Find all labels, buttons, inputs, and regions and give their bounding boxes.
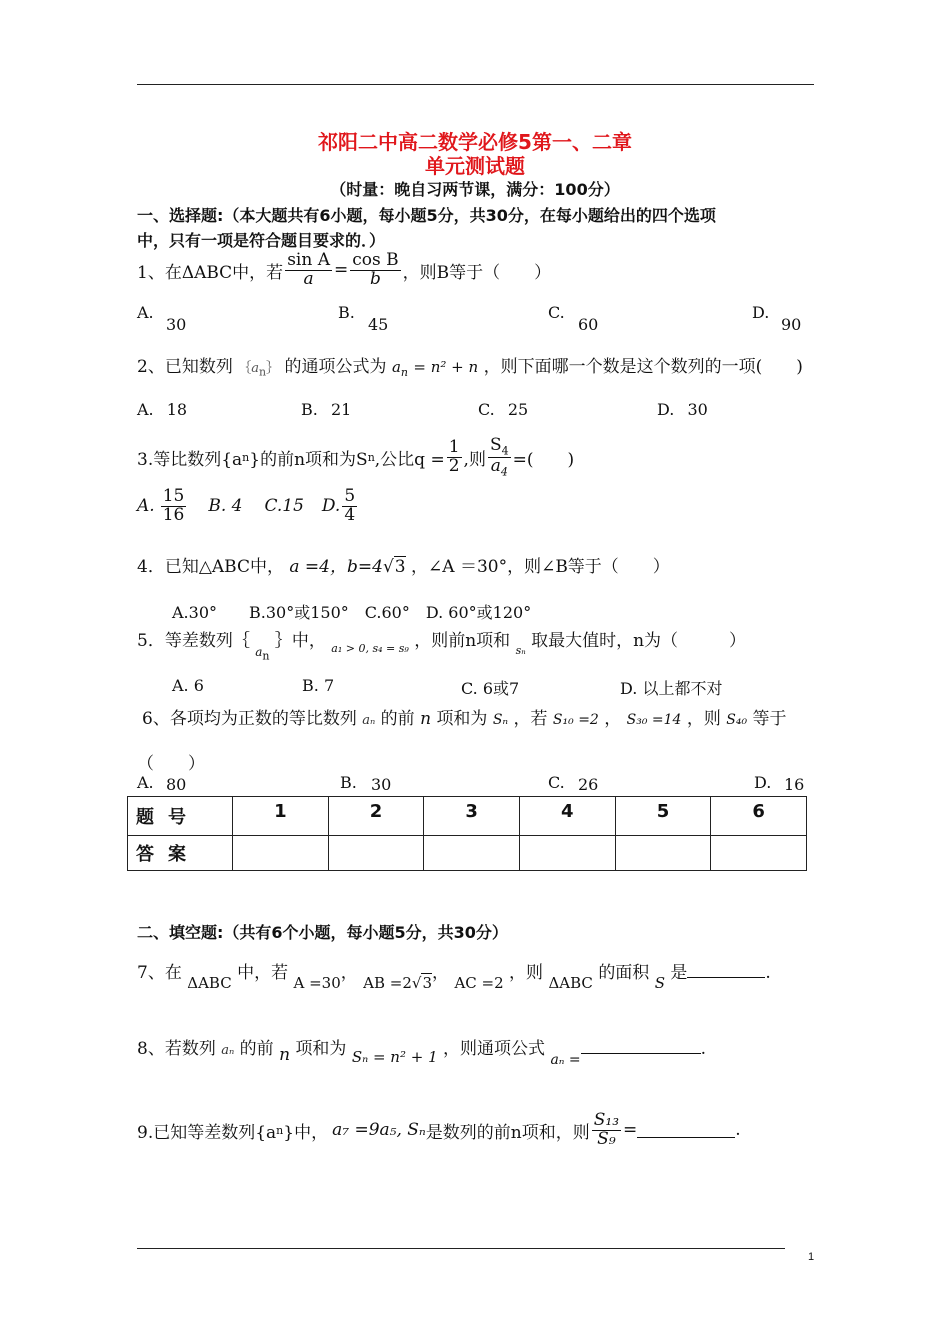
question-5 — [137, 626, 747, 663]
q1-den1: a — [303, 268, 314, 289]
q2-sequence: $\{a_n\}$ — [238, 361, 280, 379]
q6-sn: Sₙ — [492, 712, 509, 728]
q9-sub: n — [276, 1123, 284, 1137]
exam-info: （时量：晚自习两节课，满分：100分） — [330, 180, 620, 199]
q6-s30: S₃₀ =14 — [626, 712, 682, 728]
q9-end: . — [735, 1120, 741, 1141]
question-number-header: 题号 — [128, 797, 233, 836]
q4-text-b: a =4，b=4 — [289, 557, 383, 577]
answer-col-5: 5 — [615, 797, 711, 836]
q2-opt-d-value: 30 — [687, 400, 708, 419]
q3-opt-c: C.15 — [264, 496, 304, 517]
q4-options: A.30° B.30°或150° C.60° D. 60°或120° — [172, 603, 532, 622]
answer-cell-6[interactable] — [711, 836, 807, 871]
q9-cond: a₇ =9a₅, Sₙ — [332, 1120, 426, 1141]
q2-option-d — [657, 400, 708, 419]
q2-opt-b-label: B. — [301, 400, 318, 419]
q3-a: a — [490, 455, 501, 476]
q2-an: $a_n$ — [391, 358, 408, 379]
q7-cond1: A =30 — [293, 974, 341, 992]
answer-header: 答案 — [128, 836, 233, 871]
q2-prefix: 2、已知数列 — [137, 357, 233, 377]
question-1 — [137, 252, 551, 289]
q9-fraction — [592, 1112, 621, 1149]
q3-mid3: ,则 — [463, 449, 486, 470]
q3-opt-d-label: D. — [321, 496, 341, 517]
question-8 — [137, 1034, 707, 1068]
q6-text-d: ，若 — [513, 709, 548, 729]
q2-option-c — [478, 400, 528, 419]
q2-mid: 的通项公式为 — [284, 357, 387, 377]
question-6 — [142, 704, 787, 729]
q1-option-c-value: 60 — [578, 315, 599, 334]
q3-options — [137, 488, 359, 525]
q1-suffix: ，则B等于（ ） — [402, 262, 552, 283]
q7-sep2: ， — [432, 963, 450, 983]
q5-option-c — [461, 676, 519, 699]
question-9 — [137, 1112, 741, 1149]
q2-option-a — [137, 400, 187, 419]
q5-sn: sₙ — [515, 644, 526, 657]
q9-text-b: }中， — [283, 1122, 329, 1143]
q2-opt-a-value: 18 — [166, 400, 188, 419]
q3-ratio-num — [488, 437, 511, 458]
q3-s-sub: 4 — [501, 444, 509, 458]
q6-text-a: 6、各项均为正数的等比数列 — [142, 709, 357, 729]
q1-fraction-cos — [350, 252, 400, 289]
q5-option-d — [620, 676, 722, 699]
q2-option-b — [301, 400, 351, 419]
q5-opt-b-value: 7 — [323, 676, 335, 695]
q3-opt-d-num: 5 — [344, 486, 356, 506]
answer-col-4: 4 — [519, 797, 615, 836]
q8-answer-blank[interactable] — [581, 1053, 701, 1054]
q3-ratio-fraction — [488, 437, 511, 478]
q3-sub-n: n — [242, 450, 250, 464]
q1-option-a-label: A. — [137, 303, 154, 322]
q6-seq: aₙ — [362, 713, 376, 728]
q2-formula: = n² + n — [413, 358, 479, 376]
q2-seq-sub: n — [259, 365, 267, 379]
q8-an: aₙ = — [550, 1052, 581, 1068]
q3-q-num: 1 — [448, 437, 460, 458]
q7-end: . — [765, 963, 771, 983]
q7-text-a: 7、在 — [137, 963, 182, 983]
q2-opt-c-label: C. — [478, 400, 495, 419]
q6-text-f: ，则 — [686, 709, 721, 729]
q7-text-d: 的面积 — [598, 963, 650, 983]
answer-col-6: 6 — [711, 797, 807, 836]
q5-opt-d-value: 以上都不对 — [642, 679, 723, 698]
q3-opt-a-den: 16 — [162, 504, 185, 525]
answer-col-2: 2 — [328, 797, 424, 836]
q7-text-b: 中，若 — [237, 963, 289, 983]
q3-prefix: 3.等比数列{a — [137, 449, 243, 470]
q9-eq: = — [623, 1120, 638, 1141]
q6-option-b-value: 30 — [371, 775, 392, 794]
q5-opt-a-label: A. — [172, 676, 189, 695]
q1-num1: sin A — [287, 250, 330, 270]
question-3 — [137, 437, 574, 478]
q7-text-c: ，则 — [509, 963, 544, 983]
q7-sqrt: 3 — [422, 974, 433, 992]
q9-text-a: 9.已知等差数列{a — [137, 1122, 277, 1143]
q5-text-b: ｝中， — [274, 631, 326, 651]
q1-eq: = — [333, 260, 349, 281]
q7-sep1: ， — [340, 963, 358, 983]
answer-table — [127, 796, 807, 871]
q5-option-b — [302, 676, 334, 695]
q7-cond2-a: AB =2 — [363, 974, 412, 992]
section1-heading: 一、选择题:（本大题共有6小题，每小题5分，共30分，在每小题给出的四个选项 — [137, 206, 716, 225]
q4-sqrt: √3 — [382, 557, 406, 577]
q4-text-c: ，∠A ＝30°，则∠B等于（ ） — [411, 557, 670, 577]
answer-table-answer-row — [128, 836, 807, 871]
section2-heading: 二、填空题:（共有6个小题，每小题5分，共30分） — [137, 923, 508, 942]
page-subtitle: 单元测试题 — [425, 154, 525, 178]
q2-opt-a-label: A. — [137, 400, 154, 419]
q1-option-b-value: 45 — [368, 315, 389, 334]
q6-option-a-value: 80 — [166, 775, 187, 794]
q4-text-a: 4．已知△ABC中， — [137, 557, 284, 577]
q9-answer-blank[interactable] — [637, 1137, 735, 1138]
q7-cond3: AC =2 — [454, 974, 504, 992]
q5-opt-d-label: D. — [620, 679, 638, 698]
q5-opt-c-value: 6或7 — [482, 679, 520, 698]
q6-s10: S₁₀ =2 — [552, 712, 599, 728]
question-4 — [137, 552, 670, 577]
answer-cell-4[interactable] — [519, 836, 615, 871]
q3-ratio-den — [489, 455, 510, 479]
q6-s40: S₄₀ — [726, 712, 748, 728]
q3-opt-a-label: A. — [137, 496, 155, 517]
q2-opt-c-value: 25 — [507, 400, 529, 419]
q6-option-b-label: B. — [340, 773, 357, 792]
q6-option-c-value: 26 — [578, 775, 599, 794]
q1-option-d-label: D. — [752, 303, 770, 322]
q3-a-sub: 4 — [500, 465, 508, 479]
q5-seq-sub: n — [262, 649, 270, 663]
q7-triangle: ΔABC — [187, 974, 232, 992]
question-7 — [137, 958, 771, 992]
q6-text-e: ， — [604, 709, 622, 729]
q8-text-b: 的前 — [239, 1039, 274, 1059]
q6-text-c: 项和为 — [436, 709, 488, 729]
q9-text-c: 是数列的前n项和，则 — [425, 1122, 590, 1143]
q8-text-a: 8、若数列 — [137, 1039, 216, 1059]
q2-suffix: ，则下面哪一个数是这个数列的一项( ) — [483, 357, 803, 377]
q1-num2: cos B — [352, 250, 399, 270]
section1-heading-cont: 中，只有一项是符合题目要求的．） — [137, 231, 386, 250]
q5-opt-a-value: 6 — [193, 676, 204, 695]
q1-option-d-value: 90 — [781, 315, 802, 334]
q6-option-d-value: 16 — [784, 775, 805, 794]
q8-sn: Sₙ = n² + 1 — [351, 1048, 438, 1066]
q5-option-a — [172, 676, 204, 695]
header-rule — [137, 84, 814, 85]
q7-triangle-2: ΔABC — [548, 974, 593, 992]
q1-den2: b — [369, 268, 381, 289]
q5-opt-c-label: C. — [461, 679, 478, 698]
q8-text-d: ，则通项公式 — [443, 1039, 546, 1059]
q2-seq-a: a — [251, 361, 260, 376]
q6-option-d-label: D. — [754, 773, 772, 792]
answer-cell-5[interactable] — [615, 836, 711, 871]
q5-seq — [255, 645, 270, 663]
answer-table-header-row — [128, 797, 807, 836]
q3-q-den: 2 — [448, 455, 460, 476]
q3-opt-d-den: 4 — [344, 504, 356, 525]
answer-cell-1[interactable] — [233, 836, 329, 871]
q7-text-e: 是 — [670, 963, 688, 983]
q3-s: S — [489, 435, 502, 455]
q1-fraction-sin — [285, 252, 332, 289]
page-number: 1 — [808, 1251, 815, 1263]
q8-seq: aₙ — [221, 1043, 235, 1058]
q5-text-d: 取最大值时，n为（ ） — [531, 631, 747, 651]
q7-cond2: AB =2√3 — [363, 974, 433, 992]
q7-answer-blank[interactable] — [687, 977, 765, 978]
q3-opt-a-num: 15 — [162, 486, 185, 506]
q3-opt-a-fraction — [161, 488, 187, 525]
q7-s: S — [654, 974, 665, 992]
answer-cell-3[interactable] — [424, 836, 520, 871]
question-2 — [137, 352, 803, 379]
q3-mid2: ,公比q = — [374, 449, 445, 470]
answer-col-1: 1 — [233, 797, 329, 836]
q3-q-fraction — [447, 439, 462, 476]
q2-opt-d-label: D. — [657, 400, 675, 419]
q1-option-b-label: B. — [338, 303, 355, 322]
q1-option-c-label: C. — [548, 303, 565, 322]
q3-mid1: }的前n项和为S — [249, 449, 368, 470]
q5-text-c: ，则前n项和 — [414, 631, 511, 651]
q9-frac-den: S₉ — [597, 1128, 616, 1149]
q5-seq-a: a — [255, 645, 263, 659]
q4-sqrt-value: 3 — [394, 557, 406, 577]
answer-cell-2[interactable] — [328, 836, 424, 871]
q3-opt-d-fraction — [342, 488, 357, 525]
q6-text-g: 等于 — [752, 709, 787, 729]
q2-opt-b-value: 21 — [330, 400, 352, 419]
q6-option-a-label: A. — [137, 773, 154, 792]
q3-opt-b: B. 4 — [208, 496, 243, 517]
q9-frac-num: S₁₃ — [593, 1110, 620, 1130]
q8-n: n — [279, 1045, 291, 1065]
q3-suffix: =( ) — [512, 449, 575, 470]
footer-rule — [137, 1248, 785, 1249]
q5-condition: a₁ > 0, s₄ = s₉ — [331, 642, 409, 655]
q1-prefix: 1、在ΔABC中，若 — [137, 262, 284, 283]
q8-text-c: 项和为 — [295, 1039, 347, 1059]
answer-col-3: 3 — [424, 797, 520, 836]
q8-end: . — [700, 1039, 707, 1059]
q6-option-c-label: C. — [548, 773, 565, 792]
q5-opt-b-label: B. — [302, 676, 319, 695]
q6-text-b: 的前 — [380, 709, 415, 729]
q6-n: n — [420, 709, 432, 729]
q6-paren: （ ） — [137, 754, 205, 774]
q3-sub-n2: n — [367, 450, 375, 464]
q1-option-a-value: 30 — [166, 315, 187, 334]
q5-text-a: 5．等差数列｛ — [137, 631, 250, 651]
page-title: 祁阳二中高二数学必修5第一、二章 — [318, 130, 632, 154]
